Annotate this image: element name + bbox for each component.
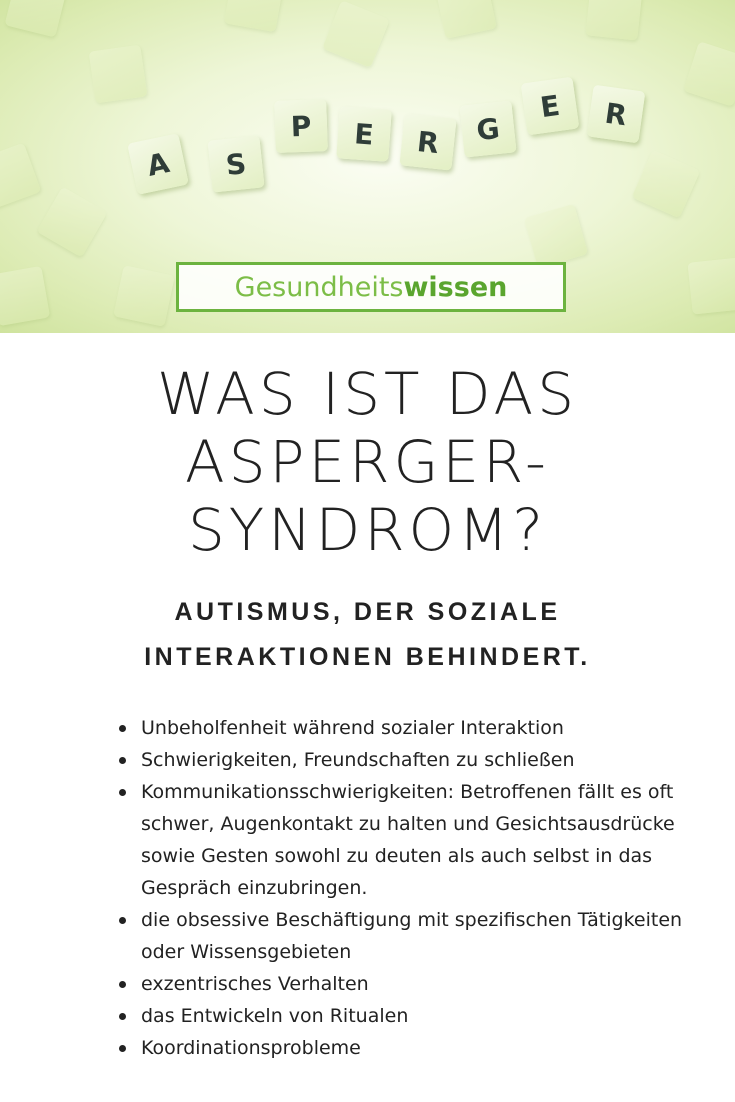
letter-tile: A <box>127 133 189 195</box>
blank-tile <box>524 204 588 268</box>
letter-tile: S <box>207 135 264 192</box>
blank-tile <box>0 266 50 326</box>
list-item: die obsessive Beschäftigung mit spezifischen Tätigkeiten oder Wissensgebieten <box>115 904 705 968</box>
title-line: ASPERGER- <box>185 428 550 496</box>
blank-tile <box>224 0 284 32</box>
list-item: Koordinationsprobleme <box>115 1032 705 1064</box>
brand-logo-regular: Gesundheits <box>234 271 404 303</box>
blank-tile <box>113 265 175 327</box>
blank-tile <box>687 257 735 314</box>
blank-tile <box>0 143 41 210</box>
letter-tile: R <box>399 113 456 170</box>
hero-image <box>0 0 735 333</box>
letter-tile: E <box>521 77 580 136</box>
brand-logo <box>176 262 566 312</box>
blank-tile <box>632 150 701 219</box>
blank-tile <box>435 0 497 39</box>
blank-tile <box>4 0 67 38</box>
list-item: das Entwickeln von Ritualen <box>115 1000 705 1032</box>
symptom-list <box>115 712 705 1064</box>
blank-tile <box>36 186 107 257</box>
list-item: Unbeholfenheit während sozialer Interaktion <box>115 712 705 744</box>
title-line: SYNDROM? <box>187 496 548 564</box>
letter-tile: R <box>587 85 646 144</box>
page-title <box>20 360 715 564</box>
page-subtitle <box>20 590 715 680</box>
blank-tile <box>683 41 735 107</box>
letter-tile: G <box>459 100 516 157</box>
subtitle-line: AUTISMUS, DER SOZIALE <box>174 598 561 626</box>
list-item: exzentrisches Verhalten <box>115 968 705 1000</box>
subtitle-line: INTERAKTIONEN BEHINDERT. <box>144 643 591 671</box>
blank-tile <box>585 0 642 41</box>
letter-tile: P <box>274 99 328 153</box>
title-line: WAS IST DAS <box>156 360 579 428</box>
list-item: Schwierigkeiten, Freundschaften zu schließen <box>115 744 705 776</box>
blank-tile <box>322 0 390 68</box>
blank-tile <box>89 45 148 104</box>
brand-logo-bold: wissen <box>403 271 508 303</box>
list-item: Kommunikationsschwierigkeiten: Betroffenen fällt es oft schwer, Augenkontakt zu halten und Gesichtsausdrücke sowie Gesten sowohl zu deuten als auch selbst in das Gespräch einzubringen. <box>115 776 705 904</box>
letter-tile: E <box>336 106 392 162</box>
